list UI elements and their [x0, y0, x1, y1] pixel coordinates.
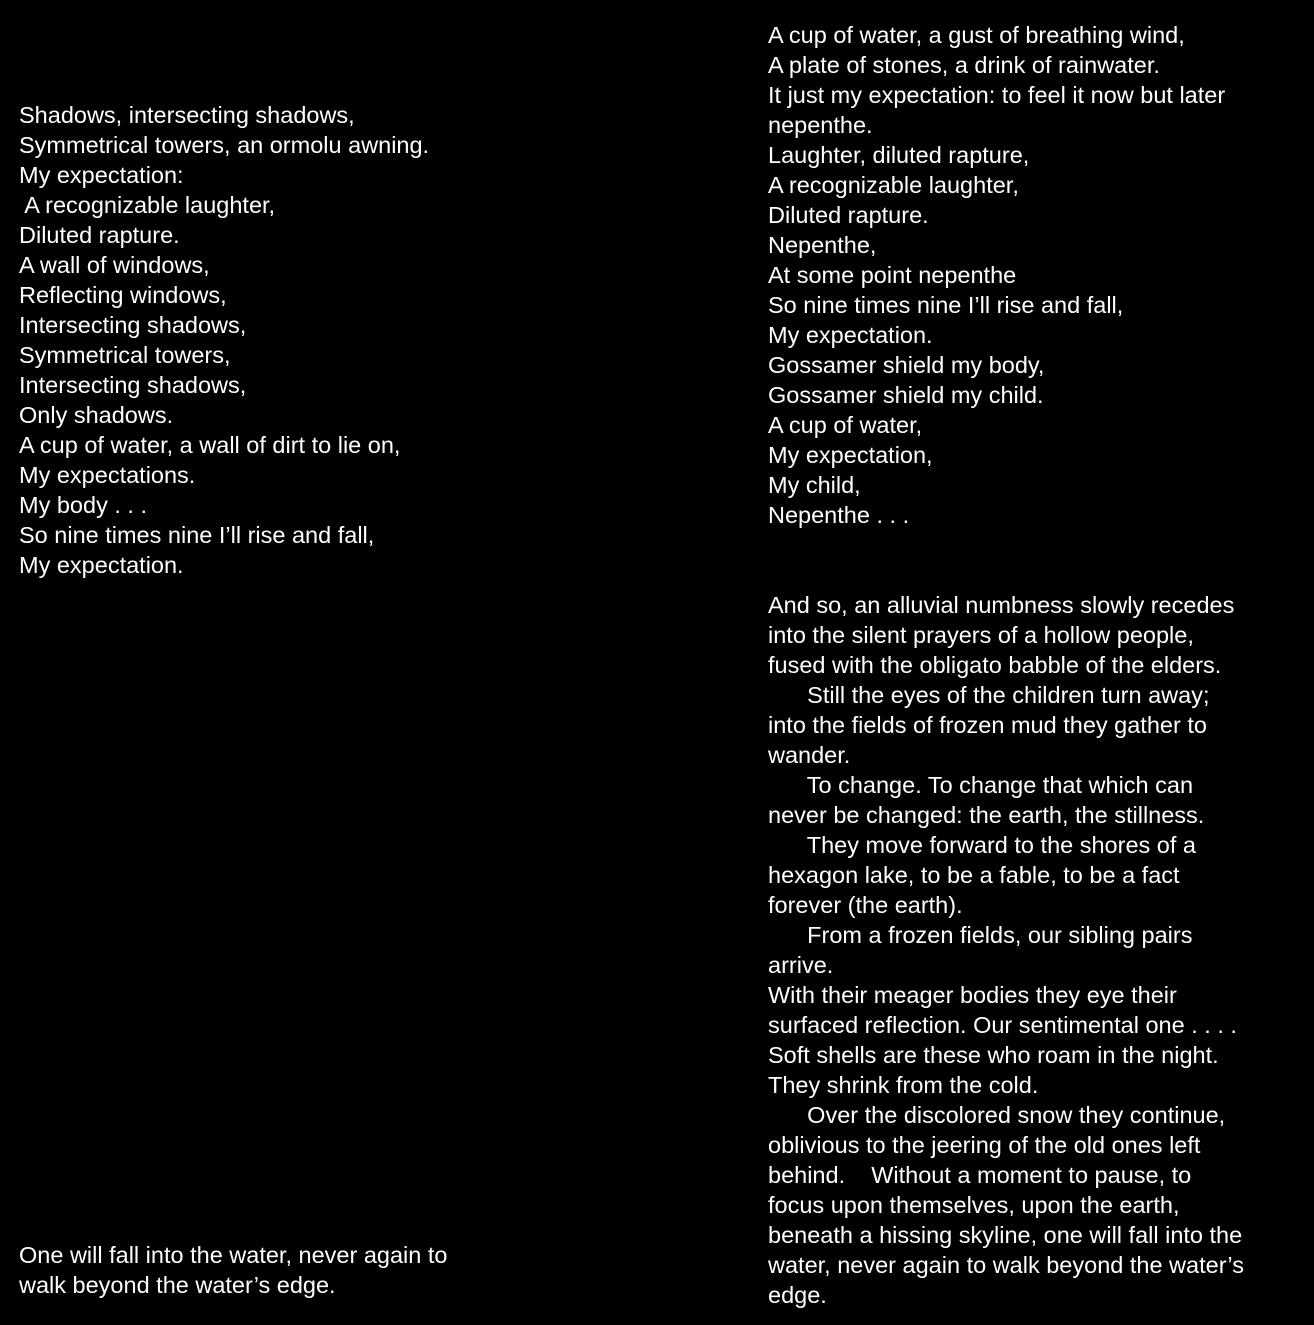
text-line: into the silent prayers of a hollow people, — [768, 622, 1194, 648]
text-line: into the fields of frozen mud they gather to — [768, 712, 1207, 738]
left-stanza — [19, 100, 429, 580]
text-line: never be changed: the earth, the stillness. — [768, 802, 1205, 828]
text-line: Reflecting windows, — [19, 282, 227, 308]
text-line: My child, — [768, 472, 861, 498]
text-line: At some point nepenthe — [768, 262, 1017, 288]
text-line: Soft shells are these who roam in the night. — [768, 1042, 1219, 1068]
text-line: Nepenthe . . . — [768, 502, 910, 528]
text-line: A recognizable laughter, — [768, 172, 1019, 198]
text-line: A cup of water, a gust of breathing wind, — [768, 22, 1185, 48]
text-line: Intersecting shadows, — [19, 312, 247, 338]
text-line: hexagon lake, to be a fable, to be a fact — [768, 862, 1180, 888]
text-line: Symmetrical towers, an ormolu awning. — [19, 132, 430, 158]
text-line: From a frozen fields, our sibling pairs — [768, 922, 1193, 948]
text-line: A wall of windows, — [19, 252, 210, 278]
text-line: Gossamer shield my child. — [768, 382, 1044, 408]
right-prose — [768, 590, 1244, 1310]
text-line: Laughter, diluted rapture, — [768, 142, 1030, 168]
text-line: My expectation, — [768, 442, 933, 468]
text-line: oblivious to the jeering of the old ones left — [768, 1132, 1201, 1158]
text-line: My expectation. — [19, 552, 184, 578]
text-line: A cup of water, — [768, 412, 923, 438]
text-line: Intersecting shadows, — [19, 372, 247, 398]
text-line: They shrink from the cold. — [768, 1072, 1039, 1098]
text-line: A recognizable laughter, — [19, 192, 276, 218]
text-line: forever (the earth). — [768, 892, 963, 918]
text-line: Nepenthe, — [768, 232, 877, 258]
text-line: One will fall into the water, never again to — [19, 1242, 448, 1268]
text-line: surfaced reflection. Our sentimental one . . . . — [768, 1012, 1237, 1038]
text-line: walk beyond the water’s edge. — [19, 1272, 336, 1298]
text-line: A plate of stones, a drink of rainwater. — [768, 52, 1160, 78]
text-line: edge. — [768, 1282, 827, 1308]
text-line: Diluted rapture. — [19, 222, 180, 248]
text-line: So nine times nine I’ll rise and fall, — [19, 522, 375, 548]
text-line: Gossamer shield my body, — [768, 352, 1045, 378]
text-line: Still the eyes of the children turn away; — [768, 682, 1210, 708]
right-stanza — [768, 20, 1225, 530]
text-line: My expectations. — [19, 462, 196, 488]
text-line: fused with the obligato babble of the elders. — [768, 652, 1222, 678]
text-line: To change. To change that which can — [768, 772, 1194, 798]
text-line: My expectation: — [19, 162, 184, 188]
text-line: arrive. — [768, 952, 834, 978]
text-line: Diluted rapture. — [768, 202, 929, 228]
text-line: It just my expectation: to feel it now but later — [768, 82, 1226, 108]
text-line: Shadows, intersecting shadows, — [19, 102, 355, 128]
text-line: nepenthe. — [768, 112, 873, 138]
text-line: So nine times nine I’ll rise and fall, — [768, 292, 1124, 318]
text-line: A cup of water, a wall of dirt to lie on, — [19, 432, 401, 458]
text-line: With their meager bodies they eye their — [768, 982, 1177, 1008]
text-line: My expectation. — [768, 322, 933, 348]
text-line: Over the discolored snow they continue, — [768, 1102, 1226, 1128]
text-line: focus upon themselves, upon the earth, — [768, 1192, 1180, 1218]
text-line: beneath a hissing skyline, one will fall into the — [768, 1222, 1243, 1248]
left-closing — [19, 1240, 447, 1300]
text-line: My body . . . — [19, 492, 147, 518]
text-line: Symmetrical towers, — [19, 342, 231, 368]
text-line: behind. Without a moment to pause, to — [768, 1162, 1192, 1188]
text-line: wander. — [768, 742, 851, 768]
text-line: And so, an alluvial numbness slowly recedes — [768, 592, 1235, 618]
text-line: water, never again to walk beyond the water’s — [768, 1252, 1244, 1278]
text-line: Only shadows. — [19, 402, 174, 428]
text-line: They move forward to the shores of a — [768, 832, 1196, 858]
